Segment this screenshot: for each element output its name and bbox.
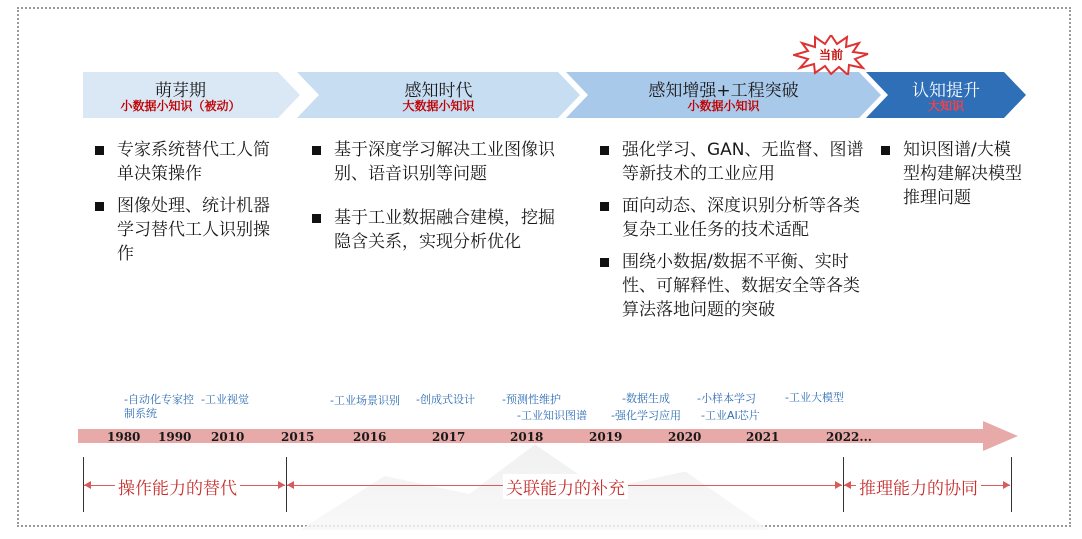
phase-title: 认知提升 [912, 81, 980, 101]
phase-title: 萌芽期 [155, 81, 206, 101]
span-arrowhead [84, 481, 91, 489]
tech-label: -工业知识图谱 [517, 409, 587, 422]
year-label: 2010 [211, 430, 245, 444]
span-arrowhead [835, 481, 842, 489]
tech-label: -预测性维护 [502, 393, 561, 406]
bullet-icon [312, 214, 321, 223]
current-badge [793, 35, 869, 75]
bullet-icon [95, 202, 104, 211]
phase-chevron-sprout [83, 72, 300, 118]
bullet-icon [881, 146, 890, 155]
year-label: 2020 [668, 430, 702, 444]
tech-label: -小样本学习 [697, 392, 756, 405]
year-label: 2016 [353, 430, 387, 444]
tech-label: -工业AI芯片 [701, 409, 760, 422]
phase-title: 感知增强+工程突破 [648, 81, 799, 101]
span-arrowhead [287, 481, 294, 489]
bullet-icon [95, 146, 104, 155]
year-label: 1990 [158, 430, 192, 444]
tech-label: -自动化专家控制系统 [124, 393, 194, 420]
tech-label: -工业场景识别 [330, 394, 400, 407]
current-badge-label: 当前 [818, 48, 843, 62]
span-label-association: 关联能力的补充 [503, 474, 628, 499]
column-cognition [879, 138, 1024, 218]
bullet-icon [600, 202, 609, 211]
list-item: 专家系统替代工人简单决策操作 [93, 138, 278, 186]
year-label: 2022... [826, 430, 872, 444]
list-item: 围绕小数据/数据不平衡、实时性、可解释性、数据安全等各类算法落地问题的突破 [598, 250, 870, 322]
bullet-icon [312, 146, 321, 155]
list-item: 面向动态、深度识别分析等各类复杂工业任务的技术适配 [598, 194, 870, 242]
tech-label: -创成式设计 [416, 393, 475, 406]
list-item: 知识图谱/大模型构建解决模型推理问题 [879, 138, 1024, 210]
year-label: 2017 [432, 430, 466, 444]
phase-title: 感知时代 [404, 81, 473, 101]
tech-label: -工业视觉 [201, 393, 249, 406]
phase-chevron-perception [297, 72, 580, 118]
year-label: 2021 [746, 430, 780, 444]
phase-subtitle: 小数据小知识 [687, 99, 760, 113]
phase-chevron-cognition [866, 72, 1026, 118]
span-label-reasoning: 推理能力的协同 [856, 474, 981, 499]
phase-subtitle: 大知识 [927, 99, 964, 113]
phase-chevron-enhanced [566, 72, 881, 118]
phase-subtitle: 小数据小知识（被动） [120, 99, 241, 113]
year-label: 2018 [510, 430, 544, 444]
year-label: 1980 [107, 430, 141, 444]
bullet-icon [600, 146, 609, 155]
tech-label: -工业大模型 [785, 391, 844, 404]
list-item: 强化学习、GAN、无监督、图谱等新技术的工业应用 [598, 138, 870, 186]
tech-label: -强化学习应用 [611, 409, 681, 422]
span-arrowhead [844, 481, 851, 489]
span-divider [1011, 457, 1012, 512]
span-label-operation: 操作能力的替代 [115, 474, 240, 499]
bullet-icon [600, 258, 609, 267]
list-item: 图像处理、统计机器学习替代工人识别操作 [93, 194, 278, 266]
tech-label: -数据生成 [622, 392, 670, 405]
span-arrowhead [1003, 481, 1010, 489]
column-sprout [93, 138, 278, 274]
phase-subtitle: 大数据小知识 [402, 99, 475, 113]
list-item: 基于工业数据融合建模，挖掘隐含关系，实现分析优化 [310, 206, 568, 254]
list-item: 基于深度学习解决工业图像识别、语音识别等问题 [310, 138, 568, 186]
column-perception [310, 138, 568, 262]
year-label: 2015 [281, 430, 315, 444]
span-arrowhead [278, 481, 285, 489]
year-label: 2019 [589, 430, 623, 444]
column-enhanced [598, 138, 870, 330]
